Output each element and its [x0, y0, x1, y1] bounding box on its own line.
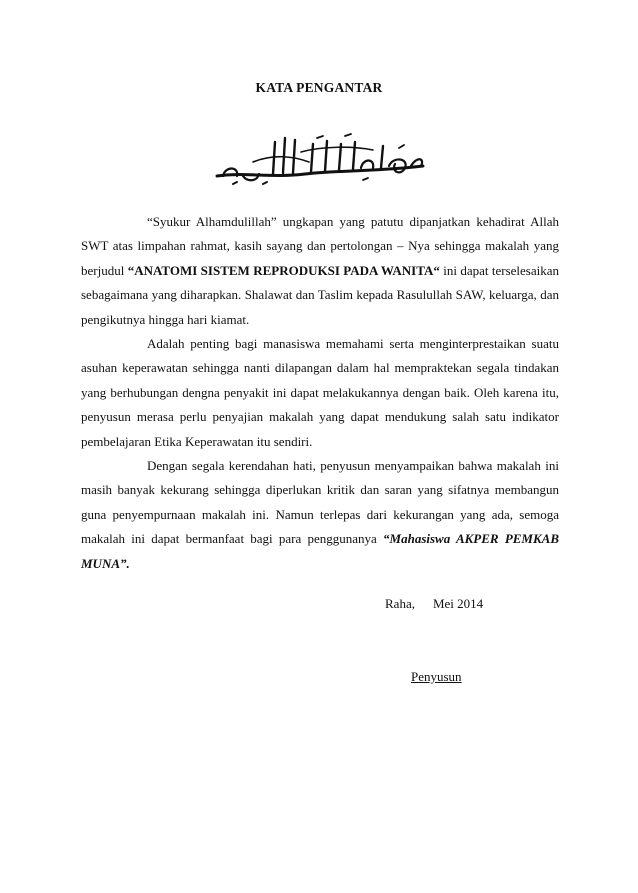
signature-text: Penyusun: [411, 669, 462, 684]
paragraph-2: Adalah penting bagi manasiswa memahami serta menginterprestaikan suatu asuhan keperawatan sehingga nanti dilapangan dalam hal mempraktekan segala tindakan yang berhubungan dengna penyakit ini dapat melakukannya dengan baik. Oleh karena itu, penyusun merasa perlu penyajian makalah yang dapat mendukung salah satu indikator pembelajaran Etika Keperawatan itu sendiri.: [81, 336, 559, 449]
paragraph-1: [81, 210, 559, 332]
paragraph-1-text-b: ini dapat terselesaikan sebagaimana yang diharapkan. Shalawat dan Taslim kepada Rasulullah SAW, keluarga, dan pengikutnya hingga hari kiamat.: [81, 262, 559, 327]
paragraph-1-text-a: “Syukur Alhamdulillah” ungkapan yang patutu dipanjatkan kehadirat Allah SWT atas limpahan rahmat, kasih sayang dan pertolongan – Nya sehingga makalah yang berjudul: [81, 214, 559, 278]
place-text: Raha,: [385, 596, 415, 611]
paper-title-emphasis: “ANATOMI SISTEM REPRODUKSI PADA WANITA“: [127, 262, 440, 278]
paragraph-3: [81, 454, 559, 576]
place-date: [385, 596, 483, 612]
basmala-calligraphy-image: [213, 132, 428, 190]
audience-emphasis: “Mahasiswa AKPER PEMKAB MUNA”.: [81, 531, 560, 571]
date-text: Mei 2014: [432, 596, 484, 611]
paragraph-3-text: Dengan segala kerendahan hati, penyusun menyampaikan bahwa makalah ini masih banyak kekurang sehingga diperlukan kritik dan saran yang sifatnya membangun guna penyempurnaan makalah ini. Namun terlepas dari kekurangan yang ada, semoga makalah ini dapat bermanfaat bagi para penggunanya: [81, 458, 559, 547]
page-title: KATA PENGANTAR: [255, 80, 383, 95]
body-text: [81, 210, 559, 576]
